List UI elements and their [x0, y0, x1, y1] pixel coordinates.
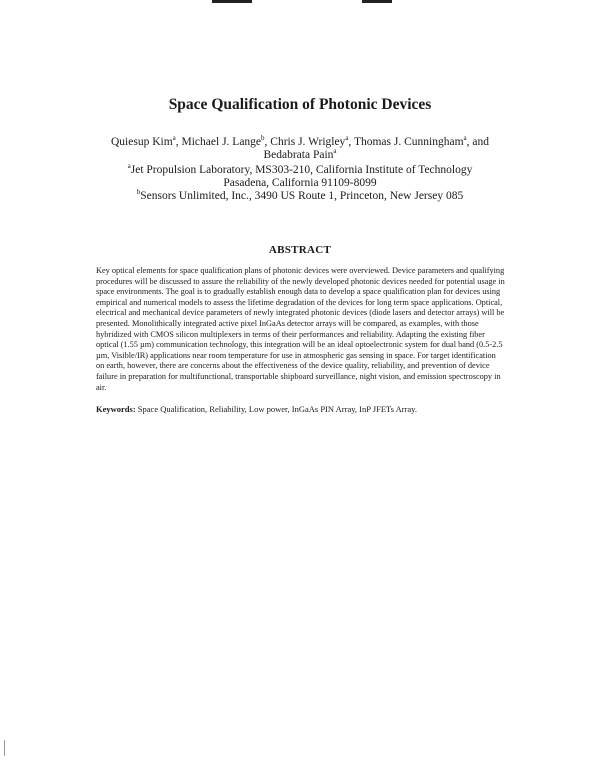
affiliation-a-marker: a: [127, 162, 131, 171]
author-1: Quiesup Kim: [111, 136, 173, 148]
abstract-text: Key optical elements for space qualification plans of photonic devices were overviewed. Device parameters and qualifying procedures will be discussed to assure the reliability of the newly developed photonic devices needed for potential usage in space environments. The goal is to gradually establish enough data to develop a space qualification plan for devices using empirical and numerical models to assess the lifetime degradation of the devices for long term space applications. Optical, electrical and mechanical device parameters of newly integrated photonic devices (diode lasers and detector arrays) will be presented. Monolithically integrated active pixel InGaAs detector arrays will be compared, as examples, with those hybridized with CMOS silicon multiplexers in terms of their performances and reliability. Adapting the existing fiber optical (1.55 µm) communication technology, this integration will be an ideal optoelectronic system for dual band (0.5-2.5 µm, Visible/IR) applications near room temperature for use in atmospheric gas sensing in space. For target identification on earth, however, there are concerns about the effectiveness of the device quality, reliability, and prevention of device failure in preparation for multifunctional, transportable shipboard surveillance, night vision, and emission spectroscopy in air.: [96, 266, 505, 392]
affiliation-a: [0, 164, 600, 190]
author-2-affil: b: [261, 134, 265, 143]
keywords-text: Space Qualification, Reliability, Low power, InGaAs PIN Array, InP JFETs Array.: [135, 404, 417, 414]
author-4: , Thomas J. Cunningham: [348, 136, 464, 148]
author-3: , Chris J. Wrigley: [264, 136, 346, 148]
author-1-affil: a: [172, 134, 176, 143]
paper-title: Space Qualification of Photonic Devices: [168, 96, 432, 113]
author-4-affil: a: [463, 134, 467, 143]
author-conjunction: , and: [466, 136, 489, 148]
author-3-affil: a: [345, 134, 349, 143]
keywords: [96, 404, 506, 415]
affiliation-a-line2: Pasadena, California 91109-8099: [223, 177, 377, 189]
abstract-heading: ABSTRACT: [268, 244, 332, 256]
top-edge-mark-left: [212, 0, 252, 3]
affiliation-b: [0, 190, 600, 203]
author-list: [0, 136, 600, 162]
author-2: , Michael J. Lange: [175, 136, 262, 148]
affiliation-b-line1: Sensors Unlimited, Inc., 3490 US Route 1, Princeton, New Jersey 085: [140, 190, 464, 202]
affiliation-a-line1: Jet Propulsion Laboratory, MS303-210, California Institute of Technology: [130, 164, 473, 176]
left-edge-mark: [4, 740, 5, 756]
author-5-affil: a: [333, 147, 337, 156]
top-edge-mark-right: [362, 0, 392, 3]
keywords-label: Keywords:: [96, 404, 136, 414]
affiliation-b-marker: b: [136, 188, 141, 197]
author-5: Bedabrata Pain: [263, 149, 334, 161]
